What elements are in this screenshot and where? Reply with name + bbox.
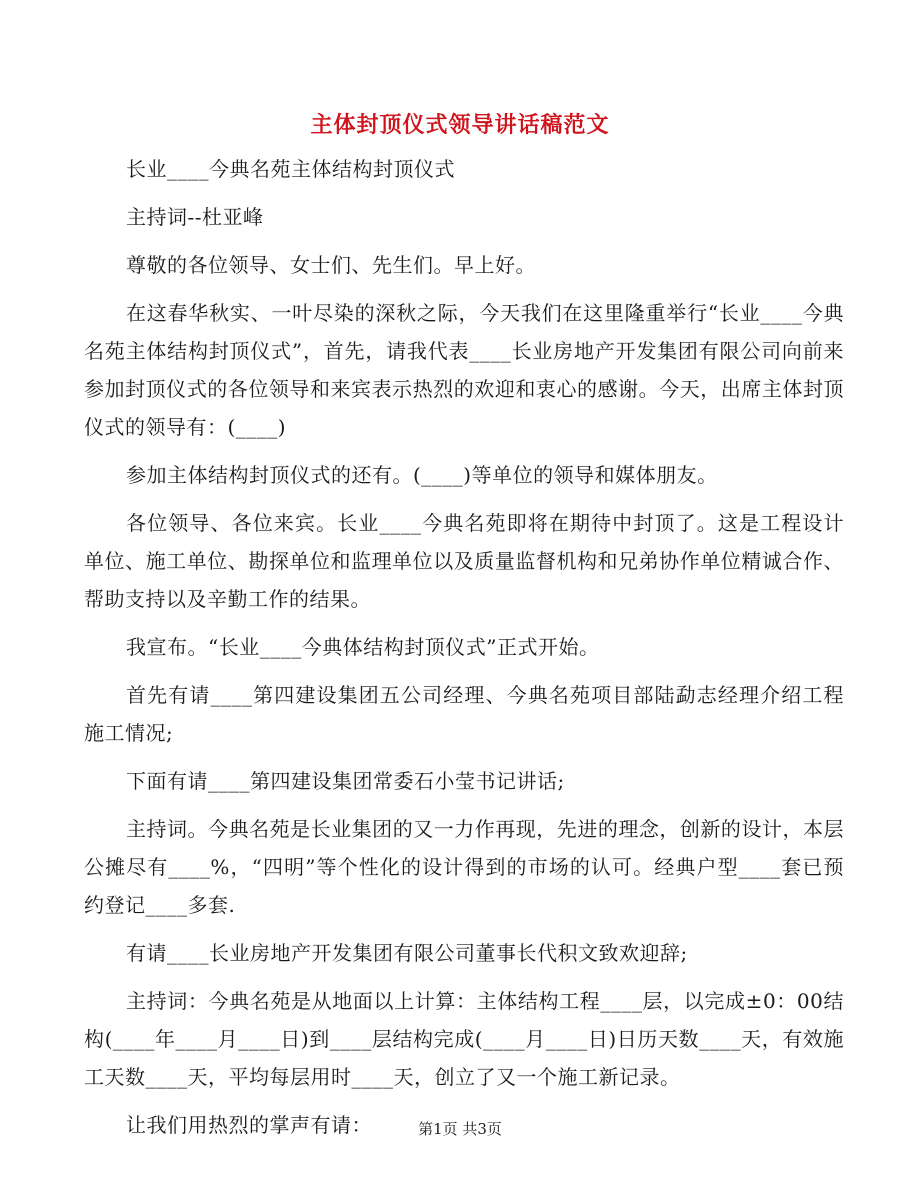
page-number: 第1页 共3页 [418,1120,502,1138]
paragraph: 首先有请____第四建设集团五公司经理、今典名苑项目部陆勐志经理介绍工程施工情况; [84,683,844,745]
paragraph: 参加主体结构封顶仪式的还有。(____)等单位的领导和媒体朋友。 [126,463,718,487]
paragraph: 主持词--杜亚峰 [126,205,264,229]
paragraph: 在这春华秋实、一叶尽染的深秋之际，今天我们在这里隆重举行“长业____今典名苑主体结构封顶仪式”，首先，请我代表____长业房地产开发集团有限公司向前来参加封顶仪式的各位领导和来宾表示热烈的欢迎和衷心的感谢。今天，出席主体封顶仪式的领导有：(____) [84,301,844,439]
paragraph: 各位领导、各位来宾。长业____今典名苑即将在期待中封顶了。这是工程设计单位、施工单位、勘探单位和监理单位以及质量监督机构和兄弟协作单位精诚合作、帮助支持以及辛勤工作的结果。 [84,511,844,611]
paragraph: 下面有请____第四建设集团常委石小莹书记讲话; [126,769,565,793]
document-title: 主体封顶仪式领导讲话稿范文 [310,112,610,138]
paragraph: 主持词：今典名苑是从地面以上计算：主体结构工程____层，以完成±0：00结构(____年____月____日)到____层结构完成(____月____日)日历天数____天，有效施工天数____天，平均每层用时____天，创立了又一个施工新记录。 [84,989,844,1089]
paragraph: 主持词。今典名苑是长业集团的又一力作再现，先进的理念，创新的设计，本层公摊尽有____%，“四明”等个性化的设计得到的市场的认可。经典户型____套已预约登记____多套. [84,817,844,917]
paragraph: 我宣布。“长业____今典体结构封顶仪式”正式开始。 [126,635,600,659]
paragraph: 尊敬的各位领导、女士们、先生们。早上好。 [126,253,536,277]
paragraph: 让我们用热烈的掌声有请： [126,1113,372,1137]
document-body [84,150,844,1154]
paragraph: 长业____今典名苑主体结构封顶仪式 [126,157,455,181]
paragraph: 有请____长业房地产开发集团有限公司董事长代积文致欢迎辞; [126,941,688,965]
